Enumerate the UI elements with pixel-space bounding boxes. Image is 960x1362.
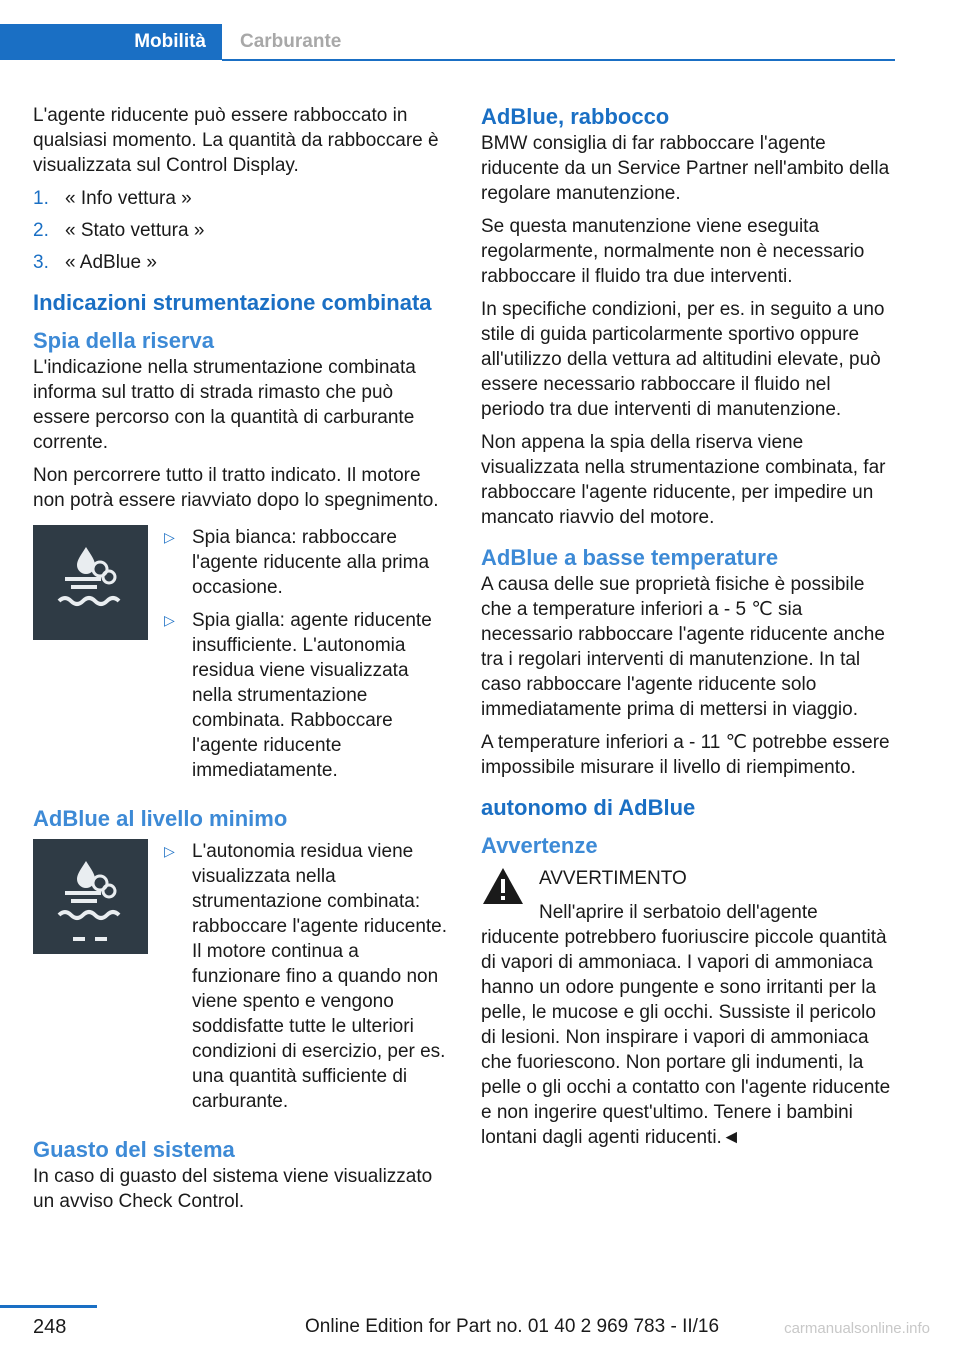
heading-basse-temperature: AdBlue a basse temperature (481, 545, 779, 570)
basse-paragraph-1: A causa delle sue proprietà fisiche è possibile che a temperature inferiori a - 5 ℃ sia necessario rabboccare l'agente riducente anche tra i regolari interventi di manutenzione. In tal caso rabboccare l'agente riducente solo immediatamente prima di mettersi in viaggio. (481, 574, 885, 720)
step-number: 1. (33, 188, 49, 209)
minimo-bullets (164, 839, 448, 1122)
adblue-reserve-warning-icon (33, 525, 148, 640)
warning-text: Nell'aprire il serbatoio dell'agente riducente potrebbero fuoriuscire piccole quantità di vapori di ammoniaca. I vapori di ammoniaca hanno un odore pungente e sono irritanti per la pelle, le mucose e gli occhi. Sussiste il pericolo di lesioni. Non inspirare i vapori di ammoniaca che fuoriescono. Non portare gli indumenti, la pelle o gli occhi a contatto con l'agente riducente e non ingerire quest'ultimo. Tenere i bambini lontani dagli agenti riducenti.◄ (481, 902, 891, 1148)
heading-avvertenze: Avvertenze (481, 833, 598, 858)
heading-indicazioni: Indicazioni strumentazione combinata (33, 290, 432, 315)
page-number: 248 (33, 1316, 67, 1338)
rabbocco-paragraph-2: Se questa manutenzione viene eseguita regolarmente, normalmente non è necessario rabboccare il fluido tra due interventi. (481, 216, 865, 287)
basse-paragraph-2: A temperature inferiori a - 11 ℃ potrebbe essere impossibile misurare il livello di riempimento. (481, 732, 890, 778)
rabbocco-paragraph-4: Non appena la spia della riserva viene visualizzata nella strumentazione combinata, far rabboccare l'agente riducente, per impedire un mancato riavvio del motore. (481, 432, 886, 528)
edition-info: Online Edition for Part no. 01 40 2 969 783 - II/16 (305, 1316, 720, 1337)
right-column (481, 103, 896, 1158)
intro-paragraph: L'agente riducente può essere rabboccato in qualsiasi momento. La quantità da rabboccare è visualizzata sul Control Display. (33, 105, 439, 176)
list-item (164, 525, 448, 600)
tab-divider (222, 59, 895, 61)
bullet-text: Spia gialla: agente riducente insufficiente. L'autonomia residua viene visualizzata nella strumentazione combinata. Rabboccare l'agente riducente immediatamente. (192, 610, 432, 781)
heading-adblue-rabbocco: AdBlue, rabbocco (481, 104, 670, 129)
heading-guasto-sistema: Guasto del sistema (33, 1137, 235, 1162)
triangle-bullet-icon: ▷ (164, 529, 175, 545)
list-item (164, 608, 448, 783)
list-item (33, 250, 448, 275)
heading-adblue-minimo: AdBlue al livello minimo (33, 806, 288, 831)
step-text: « Stato vettura » (65, 220, 205, 241)
adblue-empty-warning-icon (33, 839, 148, 954)
steps-list (33, 186, 448, 275)
triangle-bullet-icon: ▷ (164, 612, 175, 628)
section-tabs (0, 24, 895, 62)
warning-title: AVVERTIMENTO (539, 868, 687, 889)
spia-riserva-row (33, 525, 448, 791)
guasto-paragraph: In caso di guasto del sistema viene visualizzato un avviso Check Control. (33, 1166, 433, 1212)
footer-accent-line (0, 1305, 97, 1308)
list-item (164, 839, 448, 1114)
watermark: carmanualsonline.info (784, 1320, 930, 1337)
warning-triangle-icon (481, 866, 525, 906)
tab-carburante[interactable]: Carburante (240, 31, 342, 52)
triangle-bullet-icon: ▷ (164, 843, 175, 859)
list-item (33, 218, 448, 243)
left-column (33, 103, 448, 1222)
rabbocco-paragraph-3: In specifiche condizioni, per es. in seguito a uno stile di guida particolarmente sportivo oppure all'utilizzo della vettura ad altitudini elevate, può essere necessario rabboccare il fluido nel periodo tra due interventi di manutenzione. (481, 299, 885, 420)
spia-bullets (164, 525, 448, 791)
heading-spia-riserva: Spia della riserva (33, 328, 214, 353)
heading-autonomo-adblue: autonomo di AdBlue (481, 795, 696, 820)
tab-mobilita[interactable]: Mobilità (0, 24, 222, 60)
step-text: « Info vettura » (65, 188, 192, 209)
step-number: 2. (33, 220, 49, 241)
bullet-text: Spia bianca: rabboccare l'agente riducente alla prima occasione. (192, 527, 430, 598)
spia-paragraph-1: L'indicazione nella strumentazione combinata informa sul tratto di strada rimasto che può essere percorso con la quantità di carburante corrente. (33, 357, 416, 453)
adblue-minimo-row (33, 839, 448, 1122)
bullet-text: L'autonomia residua viene visualizzata nella strumentazione combinata: rabboccare l'agente riducente. Il motore continua a funzionare fino a quando non viene spento e vengono soddisfatte tutte le ulteriori condizioni di esercizio, per es. una quantità sufficiente di carburante. (192, 841, 448, 1112)
step-number: 3. (33, 252, 49, 273)
step-text: « AdBlue » (65, 252, 157, 273)
rabbocco-paragraph-1: BMW consiglia di far rabboccare l'agente riducente da un Service Partner nell'ambito della regolare manutenzione. (481, 133, 890, 204)
list-item (33, 186, 448, 211)
spia-paragraph-2: Non percorrere tutto il tratto indicato. Il motore non potrà essere riavviato dopo lo spegnimento. (33, 465, 439, 511)
